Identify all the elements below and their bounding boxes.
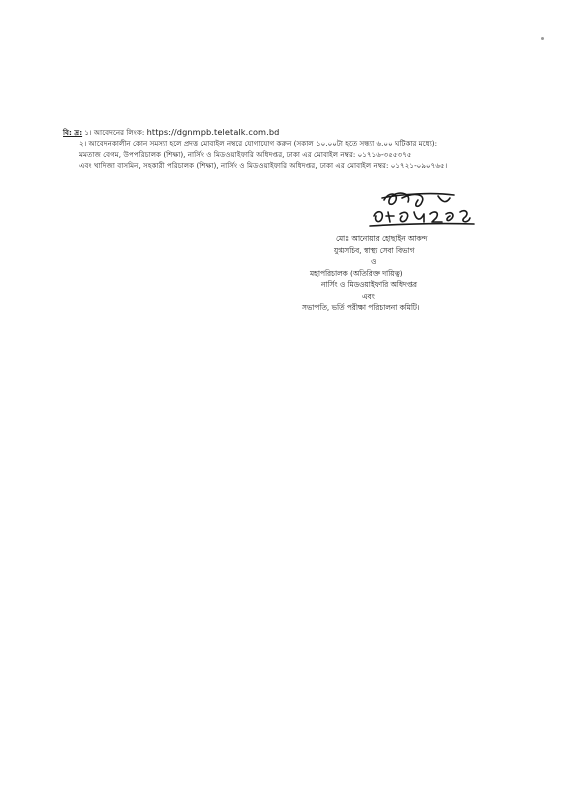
notes-section	[63, 127, 543, 171]
note-item-1	[63, 127, 543, 138]
application-link[interactable]: https://dgnmpb.teletalk.com.bd	[146, 127, 280, 137]
conjunction-o: ও	[371, 257, 377, 266]
note-item-1-prefix: ১। আবেদনের লিংক:	[84, 128, 145, 137]
contact-line-2: এবং খাদিজা বাসমিন, সহকারী পরিচালক (শিক্ষা), নার্সিং ও মিডওয়াইফারি অধিদপ্তর, ঢাকা এর মোবাইল নম্বর: ০১৭২১-০৯০৭৬৫।	[79, 161, 448, 170]
signatory-name: মোঃ আনোয়ার হোছাইন আকন্দ	[336, 234, 428, 243]
handwritten-signature	[362, 186, 482, 238]
signatory-details	[300, 233, 550, 314]
signatory-designation-2: মহাপরিচালক (অতিরিক্ত দায়িত্ব)	[310, 268, 403, 278]
signatory-designation-1: যুগ্মসচিব, স্বাস্থ্য সেবা বিভাগ	[334, 245, 415, 255]
contact-line-1: মমতাজ বেগম, উপপরিচালক (শিক্ষা), নার্সিং ও মিডওয়াইফারি অধিদপ্তর, ঢাকা এর মোবাইল নম্বর: ০১৭১৬-৩৫৫৩৭৫	[79, 150, 412, 159]
scan-speck	[541, 37, 544, 40]
signatory-designation-3: সভাপতি, ভর্তি পরীক্ষা পরিচালনা কমিটি।	[302, 303, 420, 312]
conjunction-ebong: এবং	[362, 291, 375, 301]
note-label: বি: দ্র:	[63, 128, 83, 137]
signatory-directorate: নার্সিং ও মিডওয়াইফারি অধিদপ্তর	[321, 280, 417, 289]
note-item-2: ২। আবেদনকালীন কোন সমস্যা হলে প্রদত্ত মোবাইল নম্বরে যোগাযোগ করুন (সকাল ১০.০০টা হতে সন্ধ্যা ৬.০০ ঘটিকার মধ্যে):	[79, 139, 438, 148]
